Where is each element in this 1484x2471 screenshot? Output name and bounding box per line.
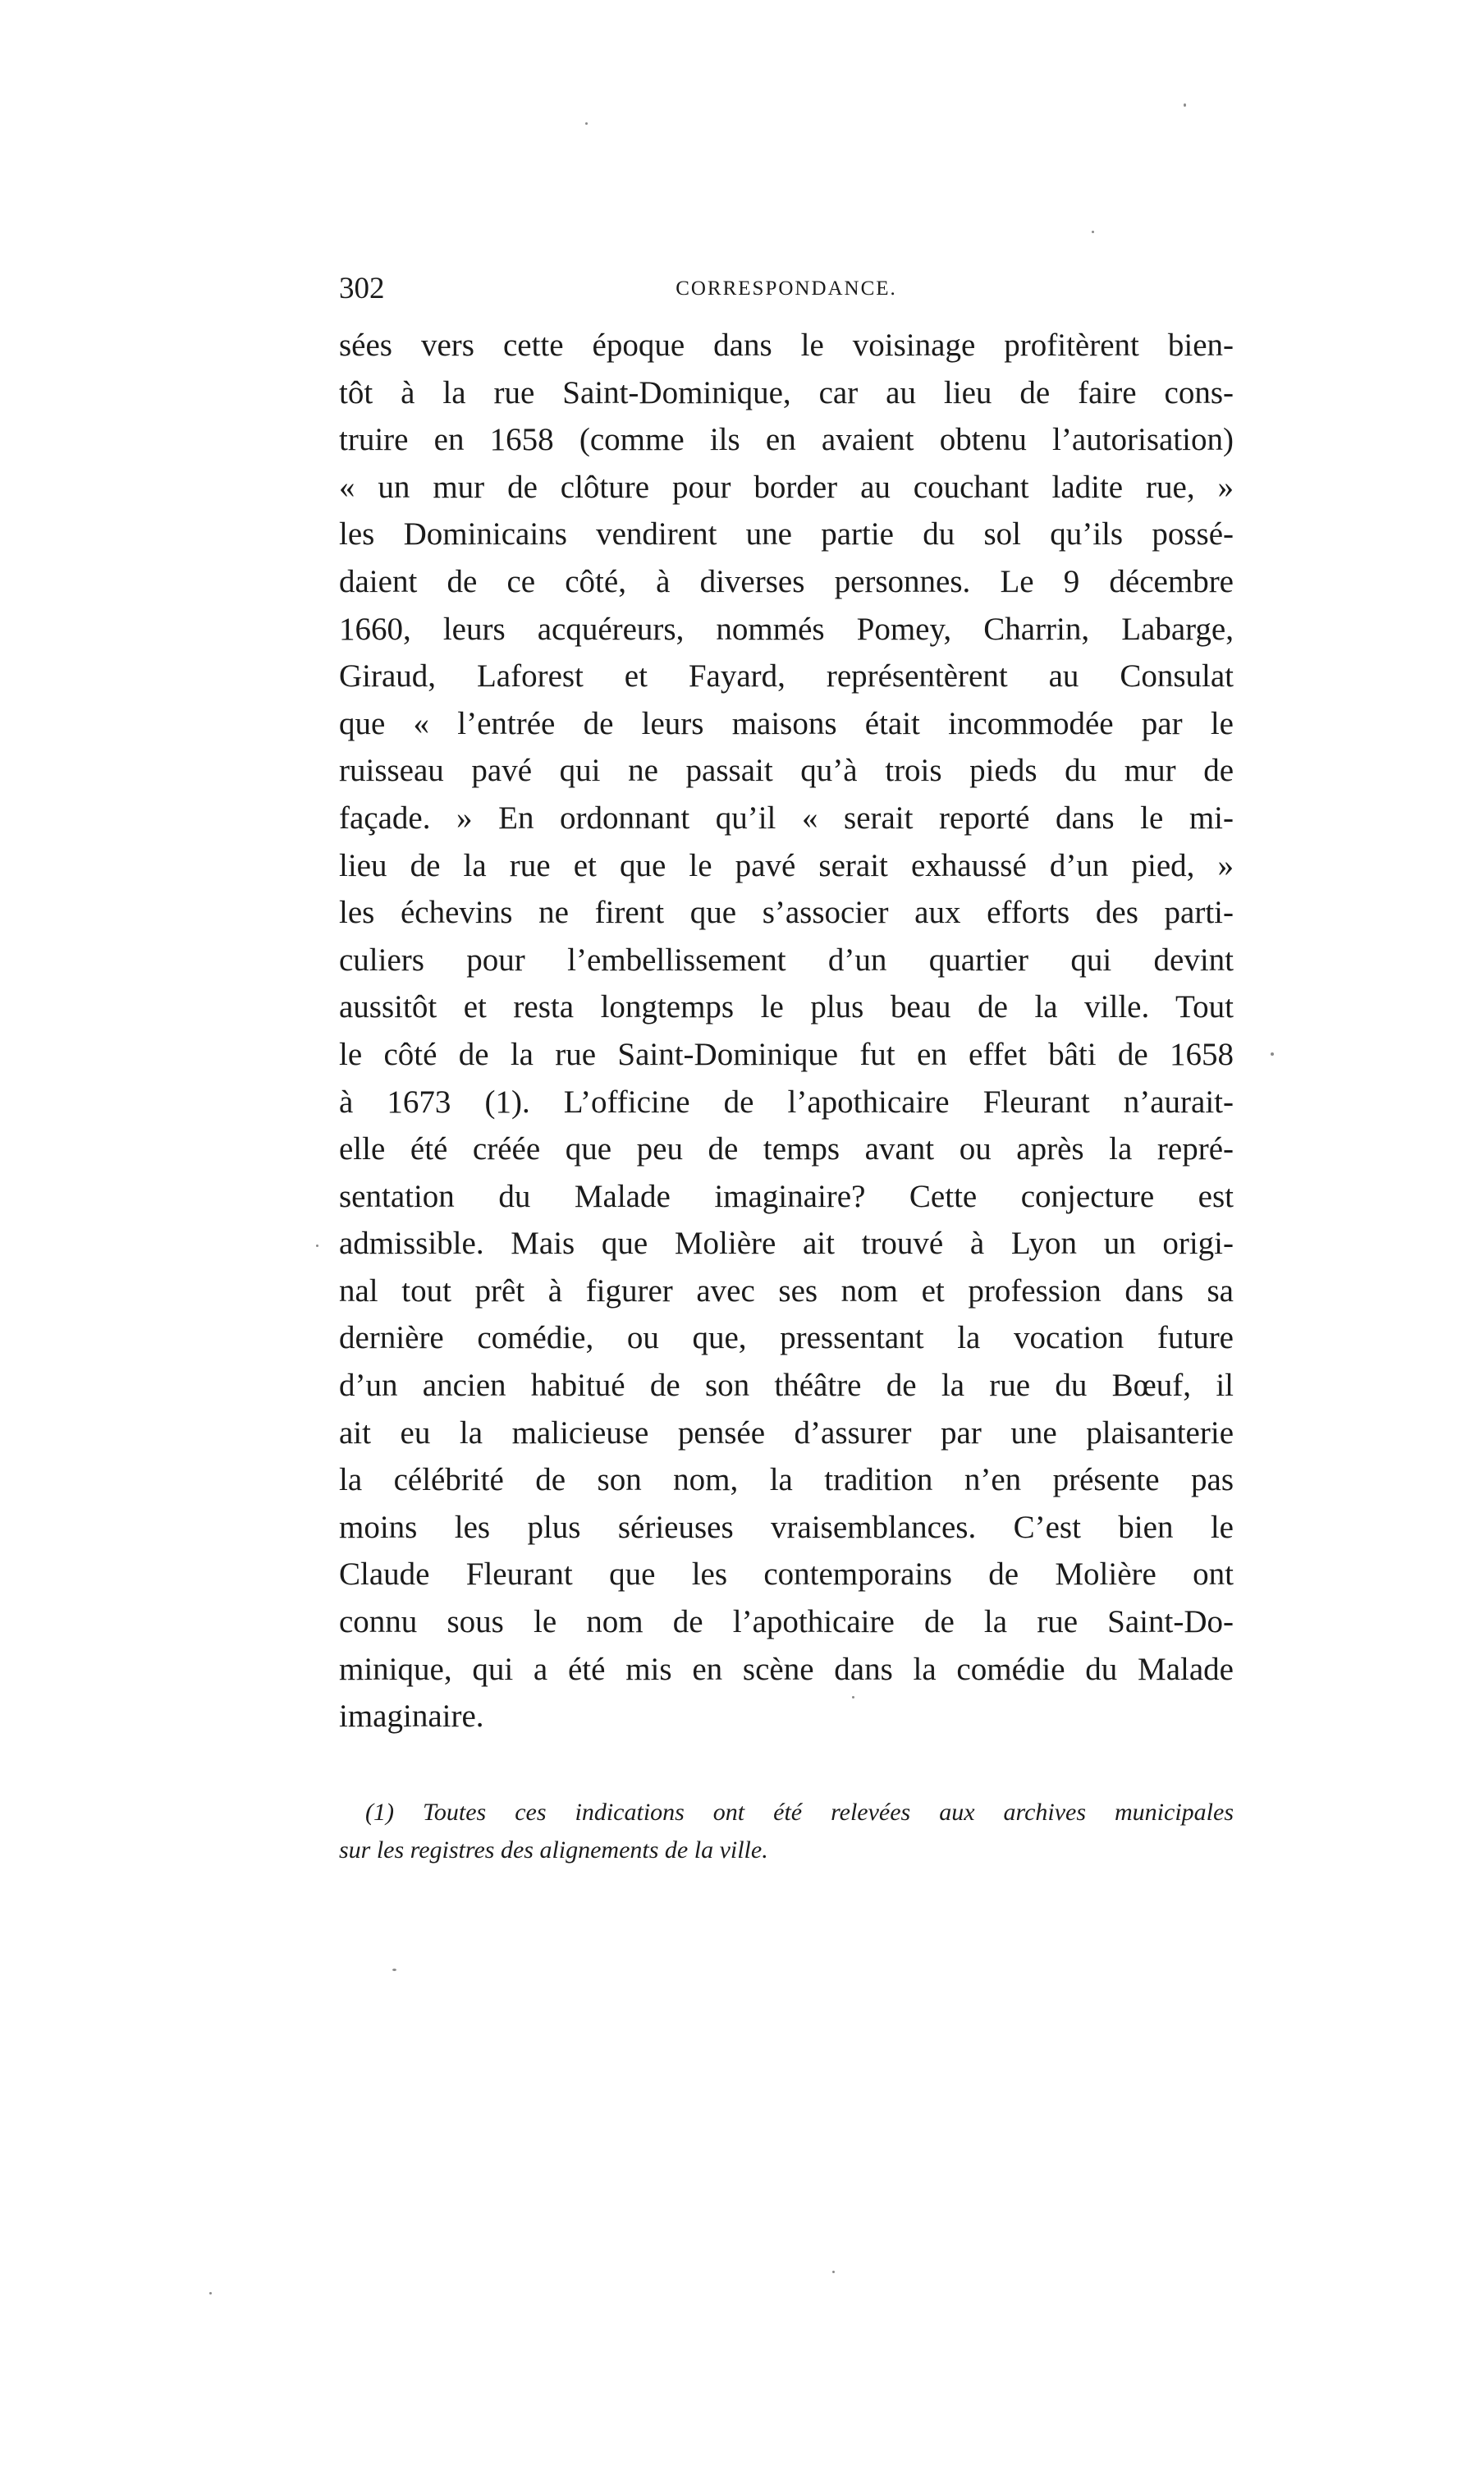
- text-line: la célébrité de son nom, la tradition n’en présente pas: [339, 1462, 1234, 1498]
- text-line: « un mur de clôture pour border au couchant ladite rue, »: [339, 469, 1234, 505]
- text-line: tôt à la rue Saint-Dominique, car au lieu de faire cons-: [339, 374, 1234, 410]
- text-line: moins les plus sérieuses vraisemblances. C’est bien le: [339, 1509, 1234, 1545]
- text-line: truire en 1658 (comme ils en avaient obtenu l’autorisation): [339, 422, 1234, 458]
- text-line: sentation du Malade imaginaire? Cette conjecture est: [339, 1178, 1234, 1214]
- text-line: minique, qui a été mis en scène dans la comédie du Malade: [339, 1651, 1234, 1687]
- text-line: dernière comédie, ou que, pressentant la vocation future: [339, 1320, 1234, 1356]
- footnote: [339, 1794, 1234, 1869]
- text-line: que « l’entrée de leurs maisons était incommodée par le: [339, 705, 1234, 741]
- running-head: [339, 269, 1234, 309]
- text-line: Giraud, Laforest et Fayard, représentèrent au Consulat: [339, 658, 1234, 695]
- text-line: le côté de la rue Saint-Dominique fut en effet bâti de 1658: [339, 1036, 1234, 1072]
- text-line: Claude Fleurant que les contemporains de Molière ont: [339, 1556, 1234, 1593]
- text-line: daient de ce côté, à diverses personnes. Le 9 décembre: [339, 563, 1234, 599]
- text-line: imaginaire.: [339, 1699, 484, 1735]
- text-line: culiers pour l’embellissement d’un quartier qui devint: [339, 942, 1234, 978]
- text-line: sées vers cette époque dans le voisinage profitèrent bien-: [339, 328, 1234, 363]
- scan-speck: [852, 1696, 854, 1699]
- scan-speck: [832, 2271, 835, 2273]
- body-text: [339, 322, 1234, 1740]
- page-number: 302: [339, 272, 385, 305]
- scan-speck: [1184, 103, 1186, 107]
- text-line: admissible. Mais que Molière ait trouvé à Lyon un origi-: [339, 1226, 1234, 1262]
- text-line: connu sous le nom de l’apothicaire de la rue Saint-Do-: [339, 1604, 1234, 1640]
- scan-speck: [392, 1969, 396, 1971]
- scan-speck: [1271, 1052, 1274, 1056]
- text-line: façade. » En ordonnant qu’il « serait reporté dans le mi-: [339, 800, 1234, 836]
- scan-speck: [585, 122, 588, 125]
- text-line: les échevins ne firent que s’associer aux efforts des parti-: [339, 895, 1234, 931]
- text-line: ait eu la malicieuse pensée d’assurer par une plaisanterie: [339, 1414, 1234, 1451]
- text-line: d’un ancien habitué de son théâtre de la rue du Bœuf, il: [339, 1368, 1234, 1404]
- text-line: elle été créée que peu de temps avant ou après la repré-: [339, 1131, 1234, 1167]
- footnote-line: (1) Toutes ces indications ont été relevées aux archives municipales: [365, 1799, 1234, 1826]
- text-line: aussitôt et resta longtemps le plus beau de la ville. Tout: [339, 989, 1234, 1025]
- scan-speck: [316, 1245, 318, 1247]
- text-line: ruisseau pavé qui ne passait qu’à trois pieds du mur de: [339, 753, 1234, 789]
- footnote-line: sur les registres des alignements de la ville.: [339, 1836, 768, 1864]
- text-line: à 1673 (1). L’officine de l’apothicaire Fleurant n’aurait-: [339, 1084, 1234, 1120]
- section-title: CORRESPONDANCE.: [676, 277, 897, 300]
- text-line: lieu de la rue et que le pavé serait exhaussé d’un pied, »: [339, 847, 1234, 883]
- text-line: nal tout prêt à figurer avec ses nom et profession dans sa: [339, 1272, 1234, 1309]
- text-line: les Dominicains vendirent une partie du sol qu’ils possé-: [339, 516, 1234, 552]
- text-line: 1660, leurs acquéreurs, nommés Pomey, Charrin, Labarge,: [339, 611, 1234, 647]
- scan-speck: [1092, 231, 1094, 233]
- scan-speck: [209, 2292, 212, 2294]
